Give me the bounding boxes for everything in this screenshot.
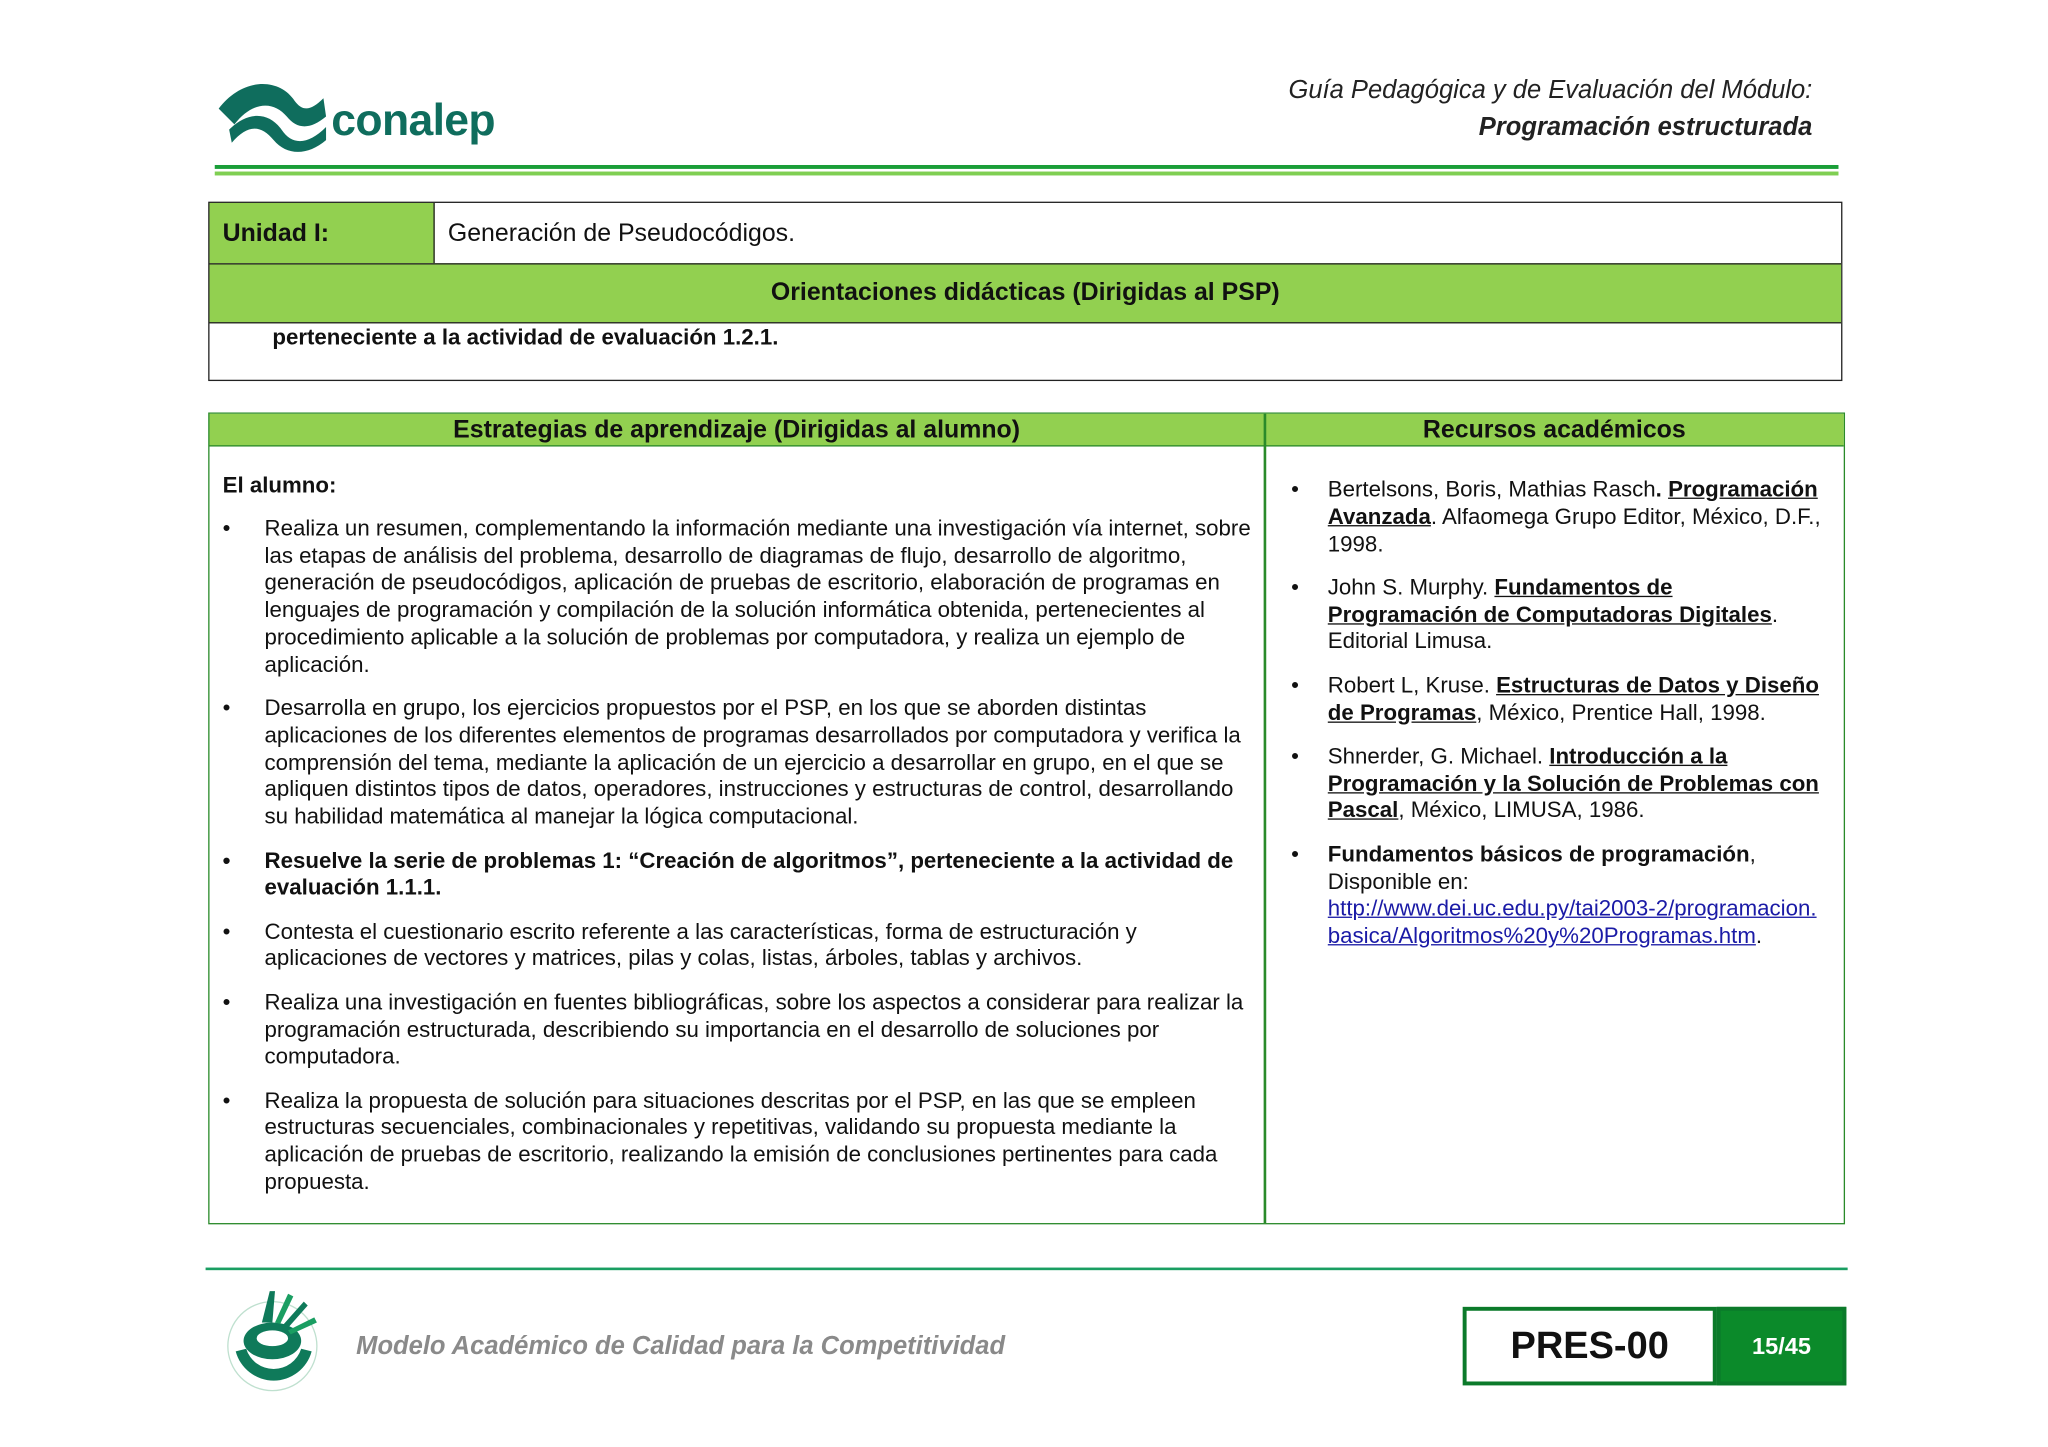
resource-link[interactable]: http://www.dei.uc.edu.py/tai2003-2/programacion.basica/Algoritmos%20y%20Programas.htm	[1327, 896, 1817, 949]
page-number: 15/45	[1752, 1333, 1812, 1360]
column-divider	[1264, 414, 1266, 1223]
unit-label-cell	[210, 203, 435, 263]
bullet-icon: •	[222, 1087, 231, 1113]
resource-title: Introducción a la Programación y la Solución de Problemas con Pascal	[1327, 743, 1819, 823]
resource-author: Robert L, Kruse.	[1327, 672, 1497, 698]
document-code-box	[1463, 1307, 1717, 1386]
bullet-icon: •	[1291, 574, 1299, 600]
strategies-header: Estrategias de aprendizaje (Dirigidas al alumno)	[453, 416, 1021, 444]
bullet-icon: •	[1291, 841, 1299, 867]
resource-title: Fundamentos de Programación de Computadoras Digitales	[1327, 574, 1772, 627]
resource-end-dot: .	[1755, 923, 1763, 949]
resources-header: Recursos académicos	[1422, 416, 1686, 444]
header-rule-secondary	[215, 172, 1839, 176]
resource-details: . Alfaomega Grupo Editor, México, D.F., 1998.	[1327, 503, 1821, 556]
list-item	[1291, 477, 1828, 559]
unit-table	[208, 202, 1842, 381]
strategy-text: Contesta el cuestionario escrito referente a las características, forma de estructuración y aplicaciones de vectores y matrices, pilas y colas, listas, árboles, tablas y archivos.	[264, 918, 1137, 971]
list-item	[223, 990, 1257, 1072]
strategy-text: Realiza la propuesta de solución para situaciones descritas por el PSP, en las que se empleen estructuras secuenciales, combinacionales y repetitivas, validando su propuesta mediante la aplicación de pruebas de escritorio, realizando la emisión de conclusiones pertinentes para cada propuesta.	[264, 1087, 1218, 1195]
resources-list	[1291, 477, 1828, 951]
module-name: Programación estructurada	[1478, 112, 1813, 142]
unit-label: Unidad I:	[222, 219, 330, 248]
header-rule	[215, 165, 1839, 169]
brand-wordmark: conalep	[331, 95, 495, 146]
bullet-icon: •	[222, 847, 231, 873]
strategy-text: Realiza un resumen, complementando la información mediante una investigación vía internet, sobre las etapas de análisis del problema, desarrollo de diagramas de flujo, desarrollo de algoritmo, generación de pseudocódigos, aplicación de pruebas de escritorio, elaboración de programas en lenguajes de programación y compilación de la solución informática obtenida, pertenecientes al procedimiento aplicable a la solución de problemas por computadora, y realiza un ejemplo de aplicación.	[264, 515, 1251, 677]
list-item	[223, 1088, 1257, 1197]
resource-title: Programación Avanzada	[1327, 476, 1818, 529]
resource-details: . Editorial Limusa.	[1327, 601, 1779, 655]
orientation-text: perteneciente a la actividad de evaluación 1.2.1.	[272, 324, 779, 350]
orientation-header-row	[210, 263, 1842, 323]
list-item	[223, 848, 1257, 902]
list-item	[1291, 575, 1828, 657]
bullet-icon: •	[222, 695, 231, 721]
list-item	[1291, 673, 1828, 727]
resource-comma: ,	[1749, 841, 1756, 867]
list-item	[223, 695, 1257, 831]
resource-author: Bertelsons, Boris, Mathias Rasch	[1327, 476, 1656, 502]
resource-author: John S. Murphy.	[1327, 574, 1495, 600]
strategy-text: Realiza una investigación en fuentes bibliográficas, sobre los aspectos a considerar para realizar la programación estructurada, describiendo su importancia en el desarrollo de soluciones por computadora.	[264, 989, 1244, 1069]
guide-title: Guía Pedagógica y de Evaluación del Módulo:	[1288, 75, 1813, 105]
strategy-text: Desarrolla en grupo, los ejercicios propuestos por el PSP, en los que se aborden distintas aplicaciones de los diferentes elementos de programas desarrollados por computadora y verifica la comprensión del tema, mediante la aplicación de un ejercicio a desarrollar en grupo, en el que se apliquen distintos tipos de datos, operadores, instrucciones y estructuras de control, desarrollando su habilidad matemática al manejar la lógica computacional.	[264, 695, 1241, 830]
orientation-title: Orientaciones didácticas (Dirigidas al PSP)	[770, 278, 1280, 307]
bullet-icon: •	[222, 989, 231, 1015]
strategies-table	[208, 412, 1845, 1224]
quality-model-seal-icon	[223, 1283, 333, 1393]
footer-motto: Modelo Académico de Calidad para la Competitividad	[356, 1331, 1006, 1361]
bullet-icon: •	[222, 515, 231, 541]
resource-punctuation: .	[1655, 476, 1662, 502]
list-item	[223, 919, 1257, 973]
list-item	[1291, 842, 1828, 951]
strategies-intro: El alumno:	[222, 472, 337, 498]
strategies-column	[223, 473, 1257, 1213]
resource-author: Shnerder, G. Michael.	[1327, 743, 1550, 769]
list-item	[223, 516, 1257, 679]
bullet-icon: •	[222, 918, 231, 944]
footer-rule	[206, 1268, 1848, 1270]
document-code: PRES-00	[1510, 1325, 1669, 1368]
resource-details: , México, LIMUSA, 1986.	[1398, 798, 1645, 823]
bullet-icon: •	[1291, 743, 1299, 769]
strategies-list	[223, 516, 1257, 1197]
resource-details: , México, Prentice Hall, 1998.	[1476, 700, 1766, 725]
page-number-box	[1717, 1307, 1847, 1386]
resource-available-label: Disponible en:	[1327, 868, 1469, 894]
bullet-icon: •	[1291, 672, 1299, 698]
strategy-text: Resuelve la serie de problemas 1: “Creación de algoritmos”, perteneciente a la actividad de evaluación 1.1.1.	[264, 847, 1234, 901]
unit-value: Generación de Pseudocódigos.	[447, 219, 796, 248]
resources-column	[1291, 477, 1828, 967]
resource-title: Fundamentos básicos de programación	[1327, 841, 1750, 867]
list-item	[1291, 744, 1828, 826]
resource-title: Estructuras de Datos y Diseño de Programas	[1327, 672, 1819, 725]
bullet-icon: •	[1291, 476, 1299, 502]
